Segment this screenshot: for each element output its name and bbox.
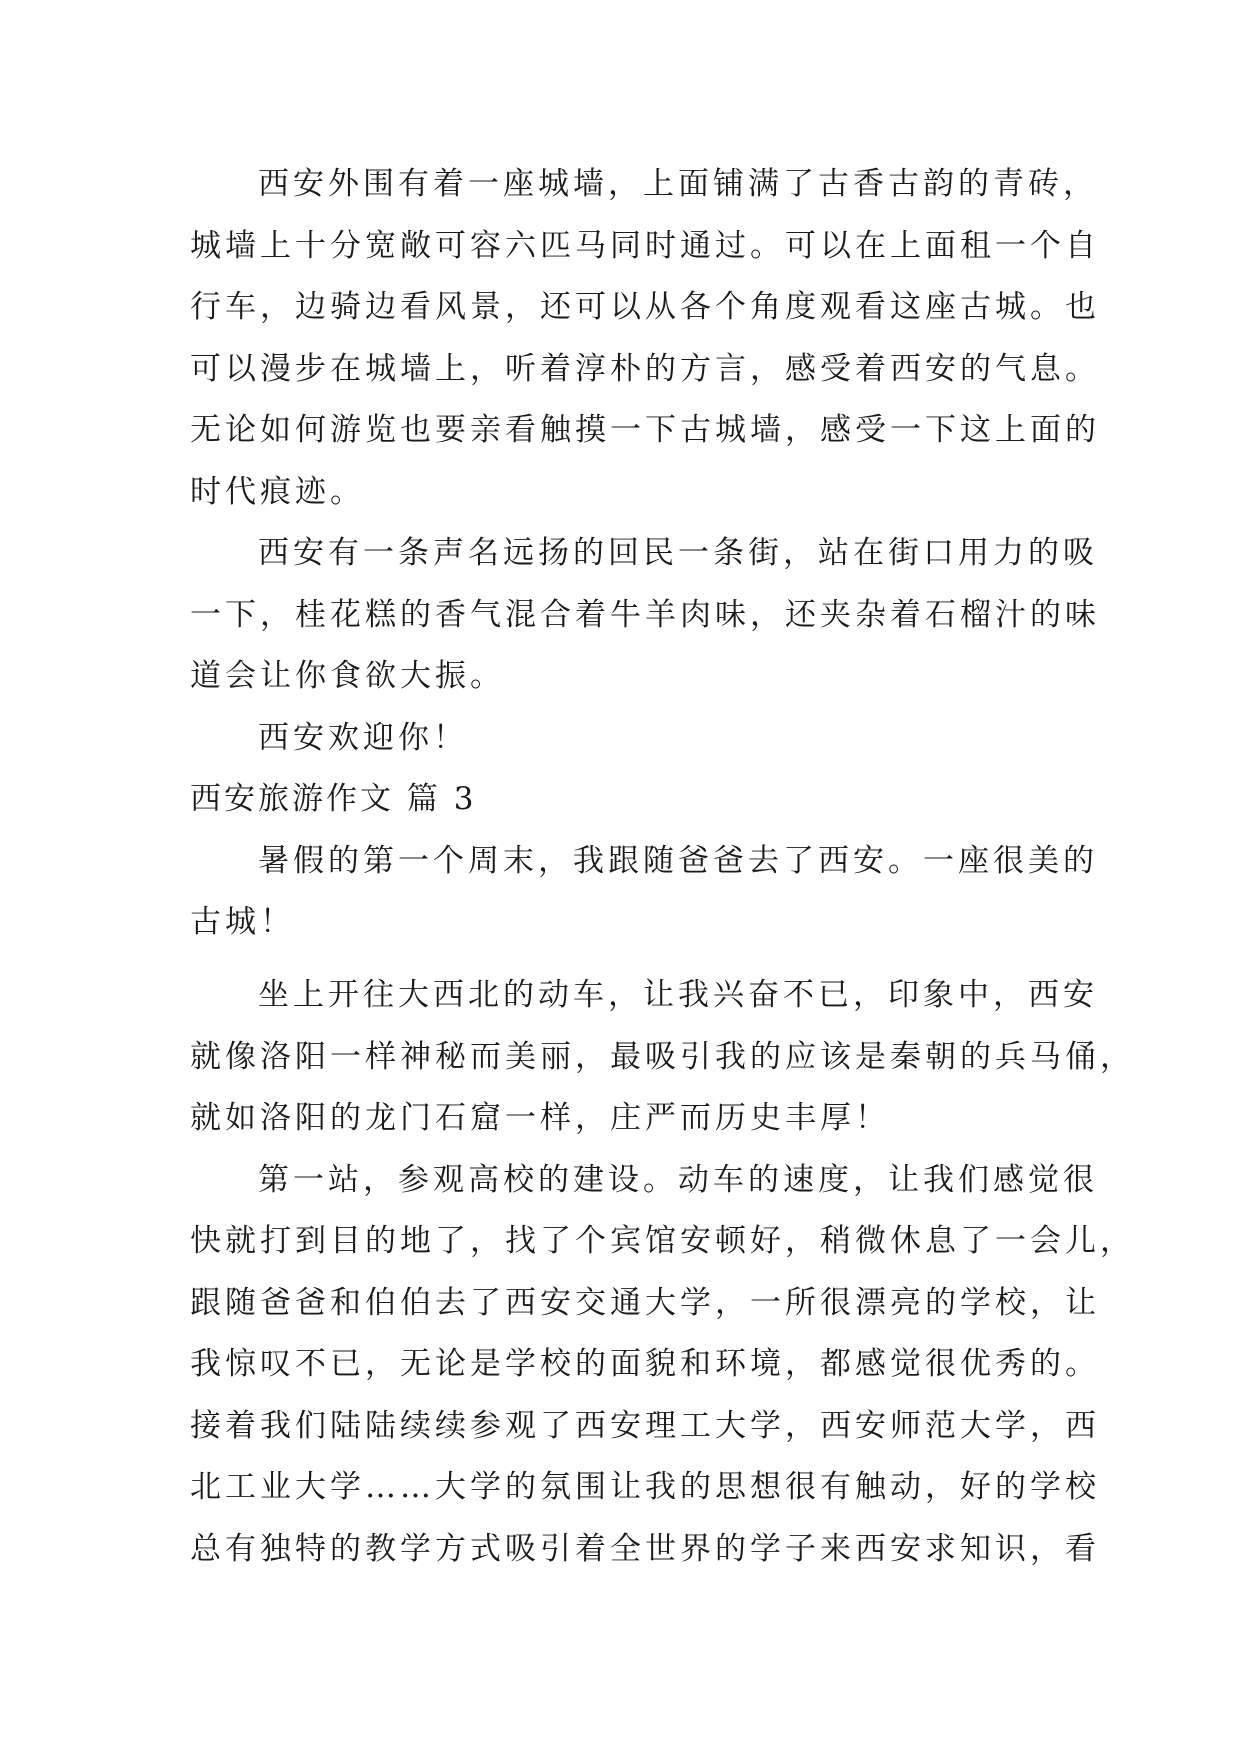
section-heading: 西安旅游作文 篇 3: [190, 781, 477, 817]
paragraph-line: 一下，桂花糕的香气混合着牛羊肉味，还夹杂着石榴汁的味: [190, 596, 1100, 633]
paragraph-line: 行车，边骑边看风景，还可以从各个角度观看这座古城。也: [190, 289, 1100, 325]
paragraph-line: 总有独特的教学方式吸引着全世界的学子来西安求知识，看: [190, 1530, 1100, 1567]
paragraph-line: 时代痕迹。: [190, 473, 365, 510]
paragraph-line: 无论如何游览也要亲看触摸一下古城墙，感受一下这上面的: [190, 412, 1100, 448]
text-block-lower: [190, 965, 1135, 1580]
paragraph-line: 古城！: [190, 904, 295, 940]
paragraph-line: 第一站，参观高校的建设。动车的速度，让我们感觉很: [258, 1161, 1098, 1198]
paragraph-line: 就如洛阳的龙门石窟一样，庄严而历史丰厚！: [190, 1100, 890, 1136]
paragraph-line: 西安外围有着一座城墙，上面铺满了古香古韵的青砖，: [258, 166, 1098, 202]
paragraph-line: 就像洛阳一样神秘而美丽，最吸引我的应该是秦朝的兵马俑，: [190, 1038, 1135, 1075]
paragraph-line: 可以漫步在城墙上，听着淳朴的方言，感受着西安的气息。: [190, 350, 1100, 387]
paragraph-line: 快就打到目的地了，找了个宾馆安顿好，稍微休息了一会儿，: [190, 1223, 1135, 1259]
paragraph-line: 城墙上十分宽敞可容六匹马同时通过。可以在上面租一个自: [190, 227, 1100, 264]
paragraph-line: 我惊叹不已，无论是学校的面貌和环境，都感觉很优秀的。: [190, 1346, 1100, 1382]
paragraph-line: 西安欢迎你！: [258, 719, 468, 756]
paragraph-line: 西安有一条声名远扬的回民一条街，站在街口用力的吸: [258, 535, 1098, 571]
paragraph-line: 道会让你食欲大振。: [190, 658, 505, 694]
paragraph-line: 坐上开往大西北的动车，让我兴奋不已，印象中，西安: [258, 977, 1098, 1013]
paragraph-line: 北工业大学……大学的氛围让我的思想很有触动，好的学校: [190, 1469, 1100, 1505]
paragraph-line: 暑假的第一个周末，我跟随爸爸去了西安。一座很美的: [258, 842, 1098, 879]
paragraph-line: 接着我们陆陆续续参观了西安理工大学，西安师范大学，西: [190, 1407, 1100, 1444]
text-block-upper: [190, 154, 1100, 954]
paragraph-line: 跟随爸爸和伯伯去了西安交通大学，一所很漂亮的学校，让: [190, 1284, 1100, 1321]
